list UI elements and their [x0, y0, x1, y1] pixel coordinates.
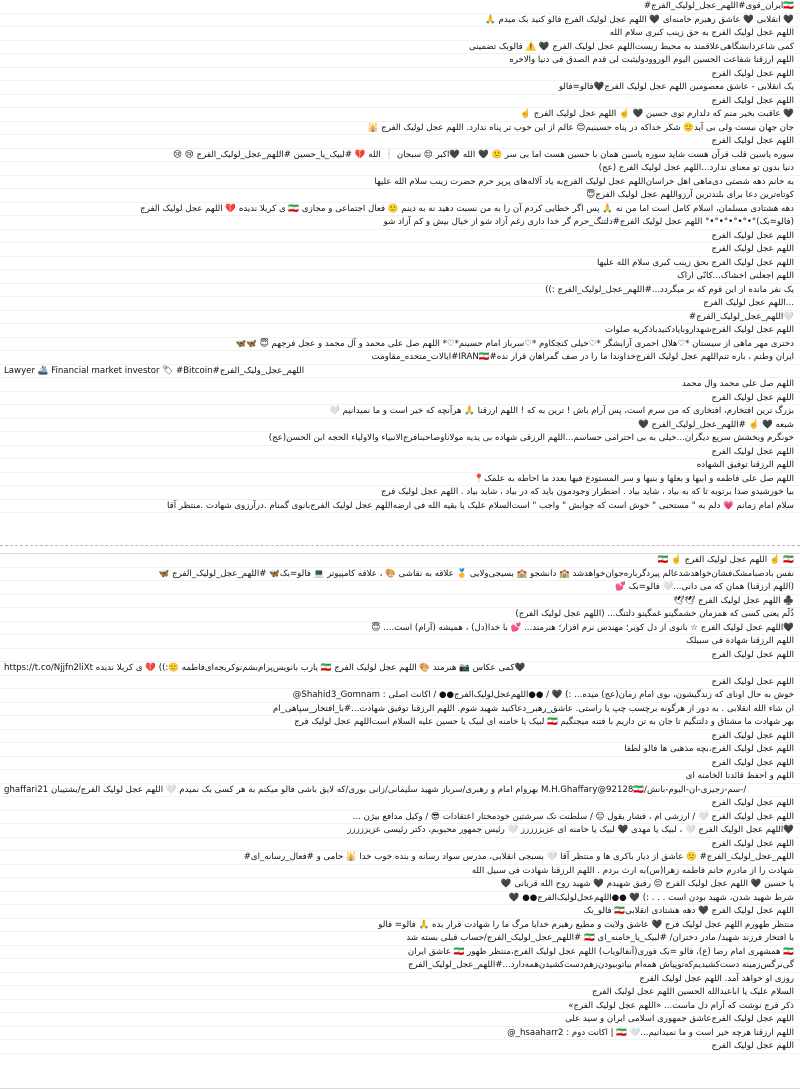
bio-line: یا حسین 🖤 اللهم عجل لولیک الفرج 😔 رفیق شهیدم 🖤 شهید روح الله قربانی 🖤: [0, 878, 800, 892]
bio-line: اللهم عجل لولیک الفرج‌عاشق جمهوری اسلامی ایران و سید علی: [0, 1013, 800, 1027]
bio-line: اللهم عجل لولیک الفرج: [0, 838, 800, 852]
bio-line: 🖤 انقلابی 🖤 عاشق رهبرم خامنه‌ای 🖤 اللهم عجل لولیک الفرج فالو کنید بک میدم 🙏: [0, 14, 800, 28]
bio-line: روزی او خواهد آمد. اللهم عجل لولیک الفرج: [0, 973, 800, 987]
bio-line: اللهم صل علی محمد وال محمد: [0, 378, 800, 392]
bio-line: دهه هشتادی مسلمان، اسلام کامل است اما من نه 🙏 پس اگر خطایی کردم آن را به من نسبت دهید نه به دینم 🙂 فعال اجتماعی و مجازی 🇮🇷 ی کربلا ندیده 💔 اللهم عجل لولیک الفرج: [0, 203, 800, 217]
bio-line: اللهم_عجل_لولیک_الفرج# 🙁 عاشق از دیار باکری ها و منتظر آقا 🤍 بسیجی انقلابی، مدرس سواد رسانه و بنده خوب خدا 🕌 حامی و #فعال_رسانه_ای#: [0, 851, 800, 865]
bio-line: اللهم اجعلنی اخشاک...کانّی اراک: [0, 270, 800, 284]
bio-line: به خانم دهه شصتی دی‌ماهی اهل خراسان‌اللهم عجل لولیک الفرج‌به یاد آلاله‌های پرپر حرم حضرت زینب سلام الله علیها: [0, 176, 800, 190]
bio-line: کمی شاعر‌دانشگاهی‌علاقمند به محیط زیست‌اللهم عجل لولیک الفرج 🖤 ⚠️ فالوبک تضمینی: [0, 41, 800, 55]
bio-line: اللهم ارزقنا هرچه خیر است و ما نمیدانیم...🤍 🇮🇷 | اکانت دوم : hsaaharr2_@: [0, 1027, 800, 1041]
bio-line: السلام علیک یا اباعبدالله الحسین اللهم عجل لولیک الفرج: [0, 986, 800, 1000]
bio-line: 🖤اللهم عجل لولیک الفرج ☆ بانوی از دل کویر؛ مهندس نرم افزار؛ هنرمند... 💕 با خدا(دل) ، همیشه (آرام) است.... 😇: [0, 622, 800, 636]
bio-line: یک انقلابی - عاشق معصومین اللهم عجل لولیک الفرج🖤فالو=فالو: [0, 81, 800, 95]
bio-line: شهادت را از مادرم خانم فاطمه زهرا(س)به ارث بردم . اللهم الرزقنا شهادت فی سبیل الله: [0, 865, 800, 879]
bio-line: جان جهان نیست ولی بی آید🙂 شکر خداکه در پناه حسینیم😊 عالم از این خوب تر پناه ندارد. اللهم عجل لولیک الفرج 🕌: [0, 122, 800, 136]
bio-line: کوتاه‌ترین دعا برای بلندترین آرزواللهم عجل لولیک الفرج😇: [0, 189, 800, 203]
bio-line: 🖤اللهم عجل الولیک الفرج 🤍 ، لبیک یا مهدی 🖤 لبیک یا خامنه ای عزیززززز 🤍 رئیس جمهور محبوبم، دکتر رئیسی عزیززززز: [0, 824, 800, 838]
bio-line: اللهم عجل لولیک الفرج،بچه مذهبی ها فالو لطفا: [0, 743, 800, 757]
bio-line: اللهم عجل لولیک الفرج: [0, 95, 800, 109]
bio-line: اللهم عجل لولیک الفرج: [0, 649, 800, 663]
bio-line: اللهم عجل لولیک الفرج: [0, 446, 800, 460]
bio-line: دنیا بدون تو معنای ندارد...اللهم عجل لولیک الفرج (عج): [0, 162, 800, 176]
bio-line: اللهم عجل لولیک الفرج: [0, 730, 800, 744]
bio-line: 🇮🇷ایران_قوی#اللهم_عجل_لولیک_الفرج#: [0, 0, 800, 14]
bio-line: ذُلّم یعنی کسی که همزمان خشمگینو غمگینو دلتنگ... (اللهم عجل لولیک الفرج): [0, 608, 800, 622]
bio-line: نفس بادصبامشک‌فشان‌خواهدشدعالم پیردگرباره‌جوان‌خواهدشد 🏫 دانشجو 🏫 بسیجی‌ولایی 🥇 علاقه به نقاشی 🎨 ، علاقه کامپیوتر 💻 فالو=بک🦋 #اللهم_عجل_لولیک_الفرج 🦋: [0, 568, 800, 582]
bio-line: https://t.co/Njjfn2liXt یارب بانویس‌پرام‌بشم‌نوکریجه‌ای‌فاطمه 🙂:)) 💔 ی کربلا ندیده 🇮🇷 کمی عکاس 📷 هنرمند 🎨 اللهم عجل لولیک الفرج🖤: [0, 662, 800, 676]
bio-line: یک نفر مانده از این قوم که بر میگردد...#اللهم_عجل_لولیک_الفرج :)): [0, 284, 800, 298]
bio-line: ...اللهم عجل لولیک الفرج: [0, 297, 800, 311]
bio-line: اللهم الرزقنا توفیق الشهاده: [0, 459, 800, 473]
bio-line: اللهم عجل لولیک الفرج بحق زینب کبری سلام الله علیها: [0, 257, 800, 271]
separator-line: [0, 545, 800, 546]
bio-line: Lawyer 🚢 Financial market investor 🏷 #Bitcoin#اللهم_عجل_ولیک_الفرج: [0, 365, 800, 379]
bio-line: اللهم و احفظ قائدنا الخامنه ای: [0, 770, 800, 784]
bio-line: اللهم عجل لولیک الفرج: [0, 797, 800, 811]
bio-line: (اللهم ارزقنا) همان که می دانی...🤍 فالو=بک 💕: [0, 581, 800, 595]
bio-line: ان شاء الله انقلابی . به دور از هرگونه برچسب چپ یا راستی. عاشق_رهبر_دعاکنید شهید شوم. اللهم الرزقنا توفیق شهادت...#با_افتخار_سپاهی_ام: [0, 703, 800, 717]
bio-line: اللهم الرزقنا شهادة فی سبیلک: [0, 635, 800, 649]
bio-line: خونگرم وبخشش سریع دیگران...خیلی به بی احترامی حساسم...اللهم الرزقی شهاده بی یدیه مولاناوصاحبنا‌فرج‌الانبیاء والاولیاء الحجه ابن الحسن(عج): [0, 432, 800, 446]
bio-list-top: [0, 0, 800, 541]
bio-line: اللهم عجل لولیک الفرج: [0, 392, 800, 406]
bio-line: اللهم صل علی فاطمه و ابیها و بعلها و بنیها و سر المستودع فیها بعدد ما احاطه به علمک📍: [0, 473, 800, 487]
bio-line: اللهم عجل لولیک الفرج: [0, 757, 800, 771]
bio-line: اللهم عجل لولیک الفرج 🖤 دهه هشتادی انقلابی🇮🇷 فالو_بک: [0, 905, 800, 919]
bio-line: با افتخار فرزند شهید/ مادر دختران/ #لبیک_یا_خامنه_ای 🇮🇷 #اللهم_عجل_لولیک_الفرج/حساب قبلی بسته شد: [0, 932, 800, 946]
bio-line: بهر شهادت ما مشتاق و دلتنگیم تا جان به تن داریم با فتنه میجنگیم 🇮🇷 لبیک یا خامنه ای لبیک یا حسین علیه السلام است‌اللهم عجل لولیک فرج: [0, 716, 800, 730]
bio-line: بزرگ ترین افتخارم، افتخاری که من سرم‌ است، پس آرام باش ! ترین به که ! اللهم ارزقنا 🙏 هرآنچه که خیر است و ما نمیدانیم 🤍: [0, 405, 800, 419]
bio-line: خوش به حال اونای که زندگیشون، بوی امام زمان(عج) میده... :) 🖤 / ●●اللهم‌عجل‌لولیک‌الفرج●● / اکانت اصلی : Shahid3_Gomnam@: [0, 689, 800, 703]
bio-line: دختری مهر ماهی از سیستان *♡هلال احمری آرایشگر *♡خیلی کنجکاوم *♡سرباز امام حسینم*♡* اللهم صل علی محمد و آل محمد و عجل فرجهم 😇 🦋🦋: [0, 338, 800, 352]
panel-separator: [0, 540, 800, 553]
bio-line: اللهم عجل لولیک الفرج: [0, 1040, 800, 1054]
bio-line: ♣️ اللهم عجل لولیک الفرج 🕊🕊: [0, 595, 800, 609]
bio-line: اللهم عجل لولیک الفرج: [0, 243, 800, 257]
bio-line: ghaffari21 بهروام امام و رهبری/سرباز شهید سلیمانی/زانی بوری/که لایق باشی فالو میکنم به هر کسی بک نمیدم 🤍 اللهم عجل لولیک الفرج/بشتیبان M.H.Ghaffary@92128🇮🇷/سم-زجیری-ان-الیوم-بانش-/: [0, 784, 800, 798]
bio-line: اللهم عجل لولیک الفرج: [0, 68, 800, 82]
bio-line: منتظر ظهورم اللهم عجل لولیک فرج 🖤 عاشق ولایت و مطیع رهبرم خدایا مرگ ما را شهادت قرار بده 🙏 فالو= فالو: [0, 919, 800, 933]
bio-line: شیعه 🖤 ☝️ #اللهم_عجل_لولیک_الفرج 🖤: [0, 419, 800, 433]
bio-line: ذکر فرج نوشت که آرام دل ماست... «اللهم عجل لولیک الفرج»: [0, 1000, 800, 1014]
bio-line: اللهم عجل لولیک الفرج: [0, 135, 800, 149]
bio-line: سوره یاسین قلب قرآن هست شاید سوره یاسین همان با حسین هست اما بی سر 🙁 🖤 الله 🖤اکبر 😔 سبحان ❕ الله 💔 #لبیک_یا_حسین #اللهم_عجل_لولیک_الفرج 😢 😢: [0, 149, 800, 163]
bio-line: (فالو=بک)°•°•°•°•°•° اللهم عجل لولیک الفرج#دلتنگ_حرم گر خدا داری زغم آزاد شو از خیال بیش و کم آزاد شو: [0, 216, 800, 230]
bio-line: اللهم ارزقنا شفاعت الحسین الیوم الوروودولیثبت لی قدم الصدق فی دنیا والاخره: [0, 54, 800, 68]
bio-line: 🖤 عاقبت بخیر منم که دلدارم توی حسین 🖤 ☝️ اللهم عجل لولیک الفرج ☝️: [0, 108, 800, 122]
bio-line: اللهم عجل لولیک الفرج: [0, 230, 800, 244]
bio-line: 🇮🇷 همشهری امام رضا (ع)، فالو =بک فوری(آنفالویاب) اللهم عجل لولیک الفرج،منتظر ظهور 🇮🇷 عاشق ایران: [0, 946, 800, 960]
bio-line: شرط شهید شدن، شهید بودن است . . . :) 🖤 ●●اللهم‌عجل‌لولیک‌الفرج●● 🖤: [0, 892, 800, 906]
bio-line: 🇮🇷 ☝️ اللهم عجل لولیک الفرج ☝️ 🇮🇷: [0, 554, 800, 568]
bio-line: اللهم عجل لولیک الفرج به حق زینب کبری سلام الله: [0, 27, 800, 41]
bio-line: اللهم عجل لولیک الفرج 🤍 / ارزشی ام ، فشار بقول 😑 / سلطنت تک سرشتین خودمختار اعتقادات 😎 / وکیل مدافع بیژن ...: [0, 811, 800, 825]
bio-line: گی‌نرگس‌زمینه‌ دست‌کشیدیم‌که‌تو‌پیاش‌ همه‌ام بیاتوبیودن‌زهم‌دست‌کشیدن‌همه‌دارد...#اللهم_عجل_لولیک_الفرج: [0, 959, 800, 973]
bio-line: ایران وطنم ، باره تنم‌اللهم عجل لولیک الفرج‌خداوندا ما را در صف گمراهان قرار نده#IRAN🇮🇷#ایالات_متحده_مقاومت: [0, 351, 800, 365]
bio-line: بیا خورشیدو صدا برتوبه تا که به بیاد ، شاید بیاد . اضطرار وجودمون باید که در بیاد ، شاید بیاد . اللهم عجل لولیک فرج: [0, 486, 800, 500]
bio-list-bottom: [0, 553, 800, 1089]
bio-line: اللهم عجل لولیک الفرج: [0, 676, 800, 690]
bio-line: اللهم عجل لولیک الفرج‌شهداروبا‌یادکنید‌باذکر‌یه صلوات: [0, 324, 800, 338]
bio-line: 🤍اللهم_عجل_لولیک_الفرج#: [0, 311, 800, 325]
bio-line: سلام امام زمانم 💗 دلم به " مستحبی " خوش است که جوابش " واجب " است‌السلام علیک یا بقیه الله فی ارضه‌اللهم عجل لولیک الفرج‌بانوی گمنام .درآرزوی شهادت .منتظر آقا: [0, 500, 800, 514]
